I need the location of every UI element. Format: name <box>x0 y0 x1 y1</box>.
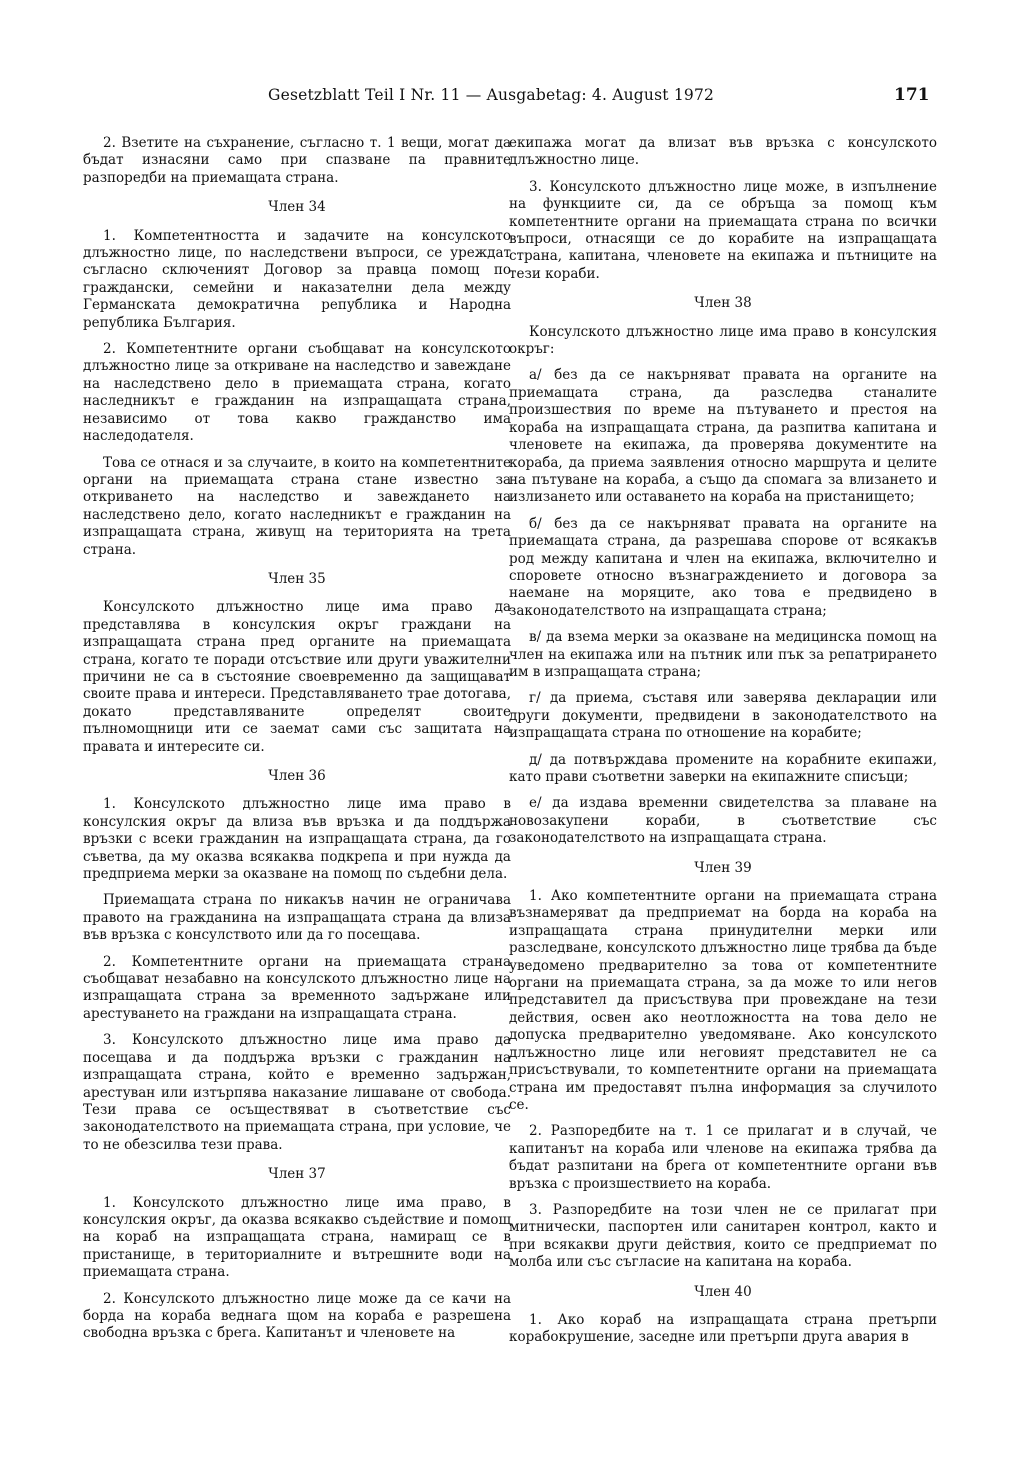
list-item: г/ да приема, съставя или заверява декларации или други документи, предвидени в законодателството на изпращащата страна по отношение на корабите; <box>509 690 937 742</box>
paragraph: Консулското длъжностно лице има право да представлява в консулския окръг граждани на изпращащата страна пред органите на приемащата страна, когато те поради отсъствие или други уважителни причини не са в състояние своевременно да защищават своите права и интереси. Представляването трае дотогава, докато представляваните определят своите пълномощници ити се заемат сами със защитата на правата и интересите си. <box>83 599 511 755</box>
right-column <box>509 135 937 1356</box>
paragraph: 2. Взетите на съхранение, съгласно т. 1 вещи, могат да бъдат изнасяни само при спазване па правните разпоредби на приемащата страна. <box>83 135 511 186</box>
paragraph: 1. Консулското длъжностно лице има право в консулския окръг да влиза във връзка и да поддържа връзки с всеки гражданин на изпращащата страна, да го съветва, да му оказва всякаква подкрепа и при нужда да предприема мерки за оказване на помощ по съдебни дела. <box>83 796 511 883</box>
paragraph: 3. Консулското длъжностно лице има право да посещава и да поддържа връзки с гражданин на изпращащата страна, който е временно задържан, арестуван или изтърпява наказание лишаване от свобода. Тези права се осъществяват в съответствие със законодателството на приемащата страна, при условие, че то не обезсилва тези права. <box>83 1032 511 1153</box>
list-item: в/ да взема мерки за оказване на медицинска помощ на член на екипажа или на пътник или пък за репатрирането им в изпращащата страна; <box>509 629 937 680</box>
paragraph: 2. Консулското длъжностно лице може да се качи на борда на кораба веднага щом на кораба е разрешена свободна връзка с брега. Капитанът и членовете на <box>83 1290 511 1342</box>
page-header <box>0 86 1024 114</box>
paragraph: 1. Ако кораб на изпращащата страна претърпи корабокрушение, заседне или претърпи друга авария в <box>509 1311 937 1346</box>
article-heading-40: Член 40 <box>694 1283 752 1300</box>
article-heading-39: Член 39 <box>694 859 752 876</box>
paragraph: 2. Компетентните органи на приемащата страна съобщават незабавно на консулското длъжностно лице на изпращащата страна за временното задържане или арестуването на граждани на изпращащата страна. <box>83 953 511 1022</box>
paragraph: Приемащата страна по никакъв начин не ограничава правото на гражданина на изпращащата страна да влиза във връзка с консулството или да го посещава. <box>83 892 511 944</box>
gazette-title: Gesetzblatt Teil I Nr. 11 — Ausgabetag: 4. August 1972 <box>268 86 715 104</box>
article-heading-36: Член 36 <box>268 768 326 784</box>
paragraph: 2. Компетентните органи съобщават на консулското длъжностно лице за откриване на наследство и завеждане на наследствено дело в приемащата страна, когато наследникът е гражданин на изпращащата страна, независимо от това какво гражданство има наследодателя. <box>83 341 511 445</box>
article-heading-38: Член 38 <box>694 295 752 312</box>
page-number: 171 <box>894 85 930 105</box>
left-column <box>83 135 511 1352</box>
paragraph: 2. Разпоредбите на т. 1 се прилагат и в случай, че капитанът на кораба или членове на екипажа трябва да бъдат разпитани на брега от компетентните органи във връзка с произшествието на кораба. <box>509 1123 937 1192</box>
paragraph: Това се отнася и за случаите, в които на компетентните органи на приемащата страна стане известно за откриването на наследство и завеждането на наследствено дело, когато наследникът е гражданин на изпращащата страна, живущ на територията на трета страна. <box>83 454 511 558</box>
paragraph: 1. Компетентността и задачите на консулското длъжностно лице, по наследствени въпроси, се уреждат съгласно сключеният Договор за правца помощ по граждански, семейни и наказателни дела между Германската демократична република и Народна република България. <box>83 227 511 331</box>
list-item: а/ без да се накърняват правата на органите на приемащата страна, да разследва станалите произшествия по време на пътуването и престоя на кораба на изпращащата страна, да разпитва капитана и членовете на екипажа, да проверява документите на кораба, да приема заявления относно маршрута и целите на пътуване на кораба, а също да спомага за влизането и излизането или оставането на кораба на пристанището; <box>509 367 937 506</box>
article-heading-35: Член 35 <box>268 570 326 587</box>
list-item: е/ да издава временни свидетелства за плаване на новозакупени кораби, в съответствие със законодателството на изпращащата страна. <box>509 795 937 847</box>
paragraph-continued: екипажа могат да влизат във връзка с консулското длъжностно лице. <box>509 135 937 169</box>
paragraph: 3. Консулското длъжностно лице може, в изпълнение на функциите си, да се обръща за помощ към компетентните органи на приемащата страна по всички въпроси, отнасящи се до корабите на изпращащата страна, капитана, членовете на екипажа и пътниците на тези кораби. <box>509 178 937 282</box>
paragraph: 3. Разпоредбите на този член не се прилагат при митнически, паспортен или санитарен контрол, както и при всякакви други действия, които се предприемат по молба или със съгласие на капитана на кораба. <box>509 1201 937 1271</box>
paragraph: 1. Ако компетентните органи на приемащата страна възнамеряват да предприемат на борда на кораба на изпращащата страна принудителни мерки или разследване, консулското длъжностно лице трябва да бъде уведомено предварително за това от компетентните органи на приемащата страна, за да може то или негов представител да присъствува при провеждане на тези действия, освен ако неотложността на това дело не допуска предварително уведомяване. Ако консулското длъжностно лице или неговият представител не са присъствували, то компетентните органи на приемащата страна им предоставят пълна информация за случилото се. <box>509 888 937 1113</box>
list-item: д/ да потвърждава промените на корабните екипажи, като прави съответни заверки на екипажните списъци; <box>509 751 937 785</box>
list-item: б/ без да се накърняват правата на органите на приемащата страна, да разрешава спорове от всякакъв род между капитана и член на екипажа, включително и споровете относно възнаграждението и договора за наемане на моряците, ако това е предвидено в законодателството на изпращащата страна; <box>509 515 937 619</box>
paragraph: Консулското длъжностно лице има право в консулския окръг: <box>509 323 937 358</box>
article-heading-37: Член 37 <box>268 1166 326 1183</box>
paragraph: 1. Консулското длъжностно лице има право, в консулския окръг, да оказва всякакво съдействие и помощ на кораб на изпращащата страна, намиращ се в пристанище, в териториалните и вътрешните води на приемащата страна. <box>83 1194 511 1281</box>
article-heading-34: Член 34 <box>268 199 326 216</box>
